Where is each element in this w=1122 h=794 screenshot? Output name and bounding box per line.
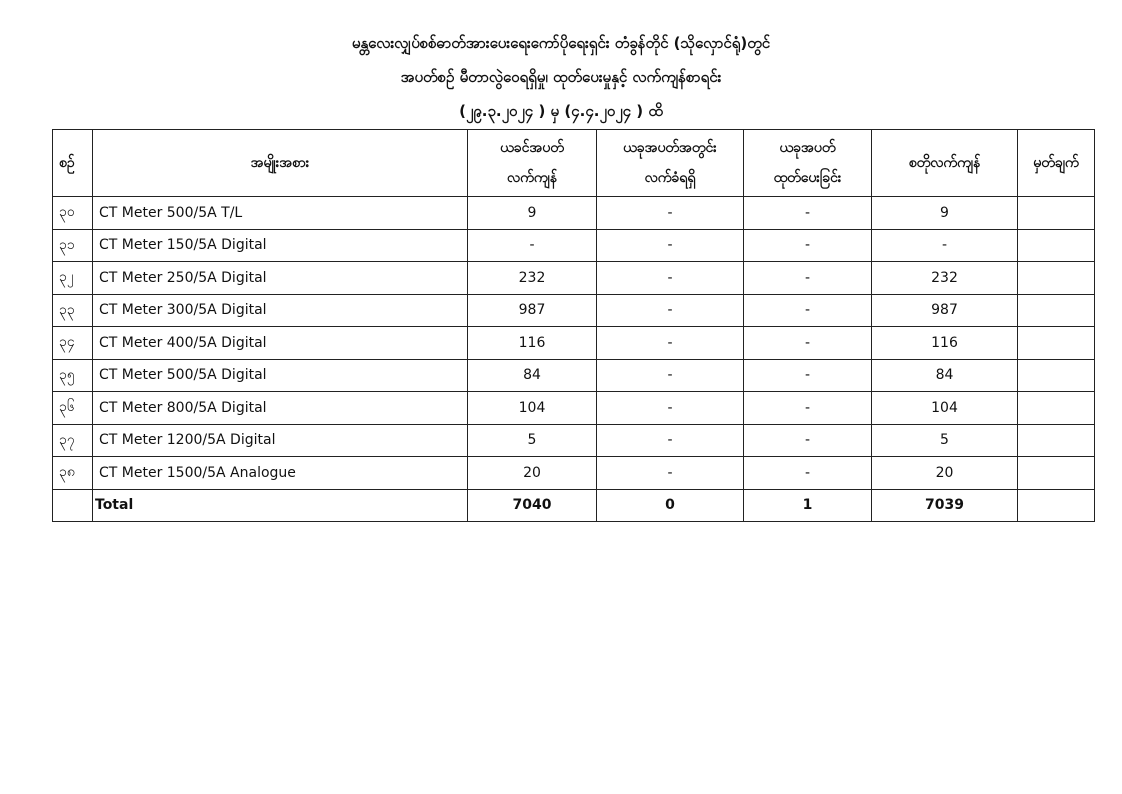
cell-balance: 232: [872, 262, 1018, 295]
cell-serial: ၃၁: [53, 229, 93, 262]
cell-prev: 5: [468, 424, 597, 457]
table-row: [53, 262, 1095, 295]
cell-serial: ၃၄: [53, 327, 93, 360]
table-row: [53, 359, 1095, 392]
cell-serial: ၃၃: [53, 294, 93, 327]
cell-received: -: [597, 262, 744, 295]
cell-balance: 84: [872, 359, 1018, 392]
cell-serial: ၃၇: [53, 424, 93, 457]
cell-item: CT Meter 1500/5A Analogue: [93, 457, 468, 490]
cell-remarks: [1018, 359, 1095, 392]
cell-remarks: [1018, 392, 1095, 425]
total-prev: 7040: [468, 489, 597, 522]
cell-issued: -: [744, 294, 872, 327]
cell-received: -: [597, 229, 744, 262]
total-remarks: [1018, 489, 1095, 522]
col-header-item: အမျိုးအစား: [93, 130, 468, 197]
cell-prev: 104: [468, 392, 597, 425]
cell-serial-empty: [53, 489, 93, 522]
cell-issued: -: [744, 327, 872, 360]
cell-received: -: [597, 424, 744, 457]
cell-issued: -: [744, 359, 872, 392]
cell-issued: -: [744, 262, 872, 295]
cell-balance: 104: [872, 392, 1018, 425]
cell-balance: 5: [872, 424, 1018, 457]
cell-remarks: [1018, 229, 1095, 262]
cell-serial: ၃၈: [53, 457, 93, 490]
cell-item: CT Meter 250/5A Digital: [93, 262, 468, 295]
report-title: မန္တလေးလျှပ်စစ်ဓာတ်အားပေးရေးကော်ပိုရေးရှင်း တံခွန်တိုင် (သိုလှောင်ရုံ)တွင်: [351, 34, 771, 52]
inventory-table: [52, 129, 1095, 522]
cell-balance: 987: [872, 294, 1018, 327]
cell-item: CT Meter 400/5A Digital: [93, 327, 468, 360]
cell-item: CT Meter 300/5A Digital: [93, 294, 468, 327]
total-label: Total: [93, 489, 468, 522]
cell-prev: -: [468, 229, 597, 262]
cell-balance: 9: [872, 197, 1018, 230]
cell-received: -: [597, 457, 744, 490]
table-row: [53, 229, 1095, 262]
cell-serial: ၃၅: [53, 359, 93, 392]
cell-received: -: [597, 197, 744, 230]
cell-serial: ၃၀: [53, 197, 93, 230]
cell-prev: 9: [468, 197, 597, 230]
col-header-received-line1: ယခုအပတ်အတွင်း: [623, 140, 717, 156]
cell-received: -: [597, 359, 744, 392]
col-header-prev-balance-line1: ယခင်အပတ်: [500, 140, 564, 156]
cell-prev: 232: [468, 262, 597, 295]
cell-prev: 84: [468, 359, 597, 392]
total-balance: 7039: [872, 489, 1018, 522]
total-issued: 1: [744, 489, 872, 522]
col-header-issued-line1: ယခုအပတ်: [779, 140, 836, 156]
col-header-received-line2: လက်ခံရရှိ: [644, 170, 696, 186]
cell-issued: -: [744, 229, 872, 262]
col-header-prev-balance: [468, 130, 597, 197]
cell-remarks: [1018, 457, 1095, 490]
table-header-row: [53, 130, 1095, 197]
cell-remarks: [1018, 262, 1095, 295]
table-row: [53, 327, 1095, 360]
table-row: [53, 197, 1095, 230]
cell-received: -: [597, 392, 744, 425]
cell-issued: -: [744, 424, 872, 457]
cell-issued: -: [744, 392, 872, 425]
col-header-received: [597, 130, 744, 197]
cell-item: CT Meter 500/5A T/L: [93, 197, 468, 230]
cell-remarks: [1018, 424, 1095, 457]
document-header: [0, 26, 1122, 128]
cell-balance: 20: [872, 457, 1018, 490]
cell-remarks: [1018, 197, 1095, 230]
table-row: [53, 392, 1095, 425]
cell-received: -: [597, 294, 744, 327]
cell-balance: -: [872, 229, 1018, 262]
table-row: [53, 294, 1095, 327]
col-header-store-balance: စတိုလက်ကျန်: [872, 130, 1018, 197]
cell-prev: 20: [468, 457, 597, 490]
table-total-row: [53, 489, 1095, 522]
col-header-remarks: မှတ်ချက်: [1018, 130, 1095, 197]
table-row: [53, 424, 1095, 457]
cell-serial: ၃၂: [53, 262, 93, 295]
cell-item: CT Meter 500/5A Digital: [93, 359, 468, 392]
col-header-serial: စဉ်: [53, 130, 93, 197]
table-row: [53, 457, 1095, 490]
cell-remarks: [1018, 327, 1095, 360]
cell-received: -: [597, 327, 744, 360]
cell-issued: -: [744, 197, 872, 230]
cell-balance: 116: [872, 327, 1018, 360]
col-header-issued-line2: ထုတ်ပေးခြင်း: [773, 170, 842, 186]
total-received: 0: [597, 489, 744, 522]
col-header-issued: [744, 130, 872, 197]
cell-remarks: [1018, 294, 1095, 327]
cell-serial: ၃၆: [53, 392, 93, 425]
col-header-prev-balance-line2: လက်ကျန်: [507, 170, 557, 186]
cell-prev: 987: [468, 294, 597, 327]
cell-item: CT Meter 150/5A Digital: [93, 229, 468, 262]
cell-item: CT Meter 1200/5A Digital: [93, 424, 468, 457]
report-subtitle: အပတ်စဉ် မီတာလွဲဝေရရှိမှု၊ ထုတ်ပေးမှုနှင့် လက်ကျန်စာရင်း: [400, 68, 722, 86]
cell-issued: -: [744, 457, 872, 490]
cell-item: CT Meter 800/5A Digital: [93, 392, 468, 425]
report-date-range: (၂၉.၃.၂၀၂၄ ) မှ (၄.၄.၂၀၂၄ ) ထိ: [459, 102, 663, 120]
cell-prev: 116: [468, 327, 597, 360]
